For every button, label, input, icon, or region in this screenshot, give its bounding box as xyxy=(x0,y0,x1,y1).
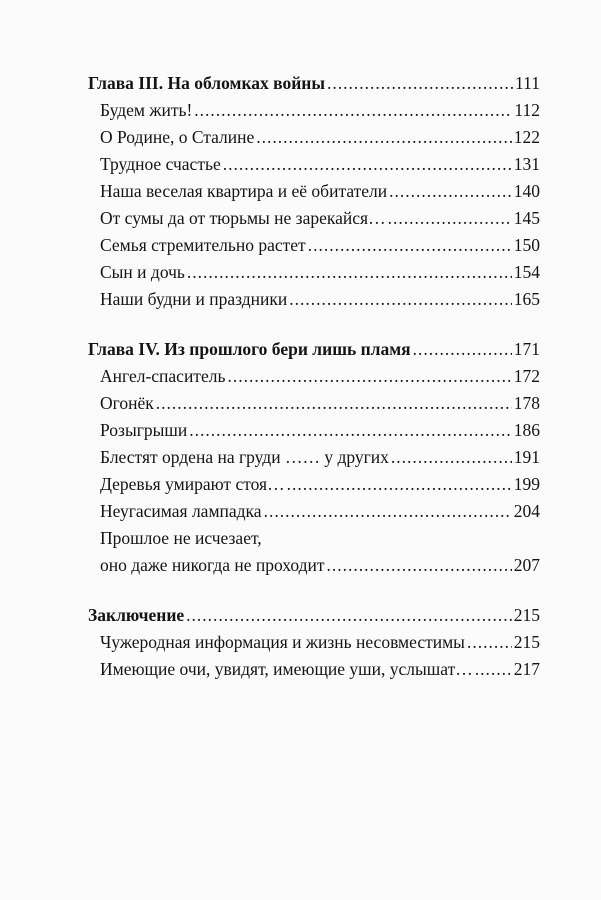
page-number: 199 xyxy=(513,474,540,494)
toc-entry[interactable] xyxy=(88,498,540,525)
toc-entry[interactable] xyxy=(88,417,540,444)
page-number: 131 xyxy=(513,154,540,174)
entry-title: оно даже никогда не проходит xyxy=(100,555,325,575)
page-number: 111 xyxy=(515,73,540,93)
page-number: 207 xyxy=(513,555,540,575)
table-of-contents xyxy=(88,70,540,683)
dot-leader xyxy=(256,124,511,151)
toc-entry-first-line[interactable] xyxy=(88,525,540,552)
dot-leader xyxy=(223,151,512,178)
dot-leader xyxy=(413,336,512,363)
toc-entry[interactable] xyxy=(88,471,540,498)
dot-leader xyxy=(388,205,512,232)
entry-title: Будем жить! xyxy=(100,100,193,120)
dot-leader xyxy=(327,70,513,97)
toc-chapter-heading[interactable] xyxy=(88,336,540,363)
entry-title: Деревья умирают стоя… xyxy=(100,474,285,494)
entry-title: Трудное счастье xyxy=(100,154,221,174)
dot-leader xyxy=(227,363,511,390)
page-number: 171 xyxy=(513,339,540,359)
page-number: 172 xyxy=(513,366,540,386)
page-number: 165 xyxy=(513,289,540,309)
entry-title: Наши будни и праздники xyxy=(100,289,288,309)
toc-entry[interactable] xyxy=(88,205,540,232)
dot-leader xyxy=(194,97,512,124)
page-number: 217 xyxy=(513,659,540,679)
entry-title: Сын и дочь xyxy=(100,262,185,282)
toc-section-chapter-3 xyxy=(88,70,540,313)
entry-title: Ангел-спаситель xyxy=(100,366,226,386)
toc-entry[interactable] xyxy=(88,151,540,178)
dot-leader xyxy=(189,417,512,444)
entry-title: Наша веселая квартира и её обитатели xyxy=(100,181,388,201)
dot-leader xyxy=(264,498,512,525)
dot-leader xyxy=(475,656,512,683)
dot-leader xyxy=(156,390,512,417)
toc-entry[interactable] xyxy=(88,124,540,151)
chapter-title: Глава IV. Из прошлого бери лишь пламя xyxy=(88,339,411,359)
page-number: 204 xyxy=(513,501,540,521)
chapter-title: Заключение xyxy=(88,605,185,625)
toc-entry[interactable] xyxy=(88,178,540,205)
dot-leader xyxy=(287,471,512,498)
toc-entry[interactable] xyxy=(88,390,540,417)
entry-title: Неугасимая лампадка xyxy=(100,501,262,521)
entry-title: Чужеродная информация и жизнь несовместимы xyxy=(100,632,465,652)
dot-leader xyxy=(391,444,512,471)
entry-title: Розыгрыши xyxy=(100,420,188,440)
toc-section-chapter-4 xyxy=(88,336,540,579)
toc-entry[interactable] xyxy=(88,552,540,579)
entry-title: О Родине, о Сталине xyxy=(100,127,255,147)
dot-leader xyxy=(187,259,512,286)
page-number: 191 xyxy=(513,447,540,467)
page-number: 186 xyxy=(513,420,540,440)
dot-leader xyxy=(389,178,512,205)
page-number: 215 xyxy=(513,605,540,625)
toc-entry[interactable] xyxy=(88,629,540,656)
dot-leader xyxy=(186,602,512,629)
toc-entry[interactable] xyxy=(88,259,540,286)
entry-title: Имеющие очи, увидят, имеющие уши, услышат… xyxy=(100,659,473,679)
dot-leader xyxy=(289,286,512,313)
page-number: 140 xyxy=(513,181,540,201)
toc-chapter-heading[interactable] xyxy=(88,602,540,629)
entry-title: Блестят ордена на груди …… у других xyxy=(100,447,389,467)
dot-leader xyxy=(327,552,512,579)
page-number: 154 xyxy=(513,262,540,282)
toc-entry[interactable] xyxy=(88,97,540,124)
toc-entry[interactable] xyxy=(88,286,540,313)
page-number: 178 xyxy=(513,393,540,413)
page-number: 215 xyxy=(513,632,540,652)
entry-title: От сумы да от тюрьмы не зарекайся… xyxy=(100,208,386,228)
toc-entry[interactable] xyxy=(88,444,540,471)
entry-title: Прошлое не исчезает, xyxy=(100,528,262,548)
page-number: 112 xyxy=(514,100,540,120)
chapter-title: Глава III. На обломках войны xyxy=(88,73,326,93)
entry-title: Семья стремительно растет xyxy=(100,235,306,255)
toc-entry[interactable] xyxy=(88,232,540,259)
toc-chapter-heading[interactable] xyxy=(88,70,540,97)
page-number: 145 xyxy=(513,208,540,228)
page-number: 150 xyxy=(513,235,540,255)
toc-section-conclusion xyxy=(88,602,540,683)
dot-leader xyxy=(308,232,512,259)
entry-title: Огонёк xyxy=(100,393,154,413)
page-number: 122 xyxy=(513,127,540,147)
toc-entry[interactable] xyxy=(88,656,540,683)
toc-entry[interactable] xyxy=(88,363,540,390)
dot-leader xyxy=(467,629,512,656)
